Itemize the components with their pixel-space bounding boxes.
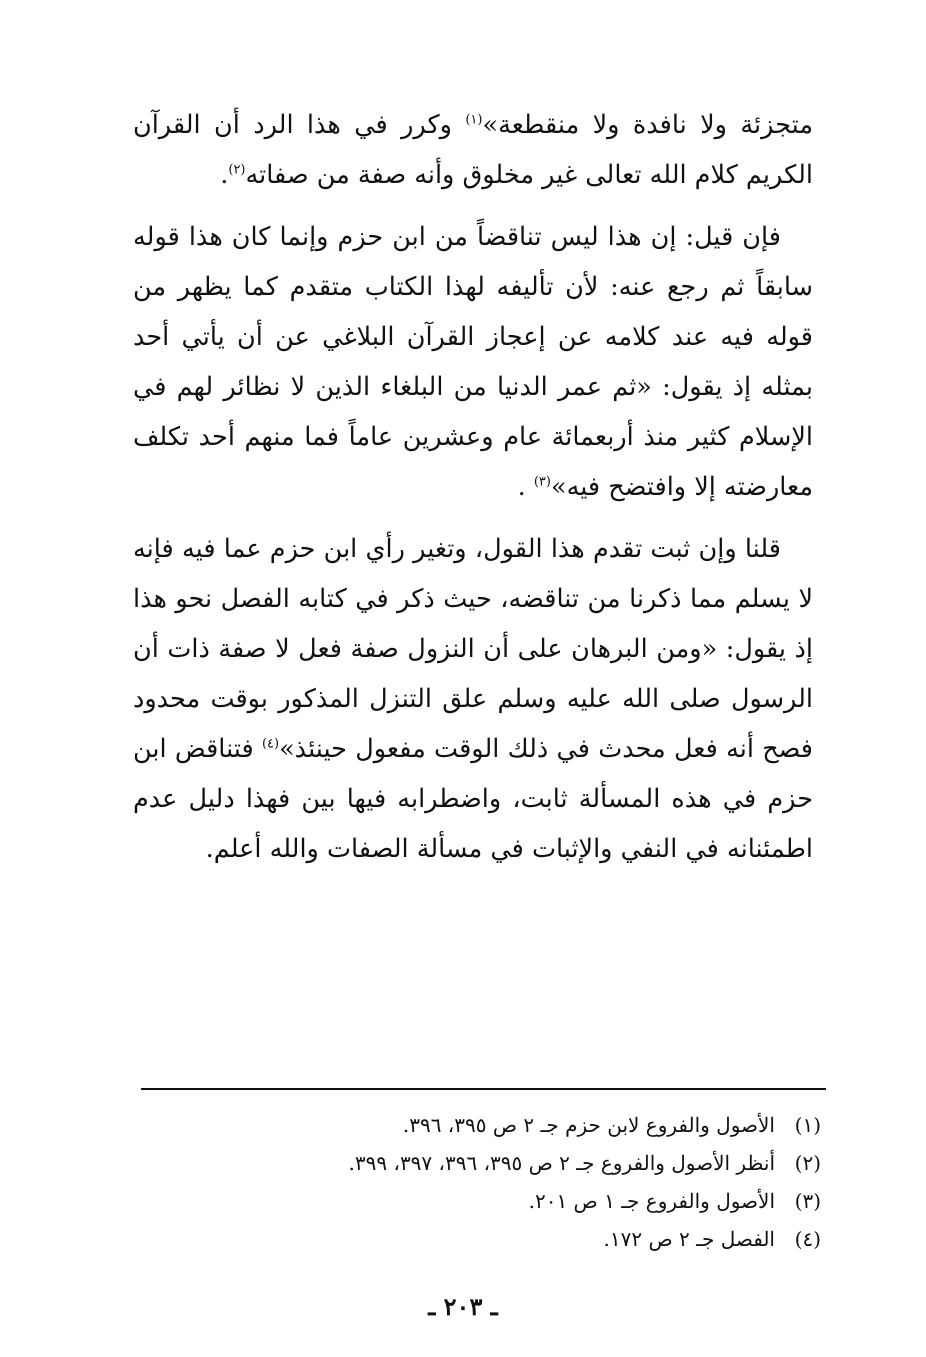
paragraph-text: .	[517, 472, 534, 502]
paragraph	[133, 100, 813, 200]
footnote-item	[141, 1144, 821, 1182]
paragraph-text: قلنا وإن ثبت تقدم هذا القول، وتغير رأي ابن حزم عما فيه فإنه لا يسلم مما ذكرنا من تناقضه، حيث ذكر في كتابه الفصل نحو هذا إذ يقول: «ومن البرهان على أن النزول صفة فعل لا صفة ذات أن الرسول صلى الله عليه وسلم علق التنزل المذكور بوقت محدود فصح أنه فعل محدث في ذلك الوقت مفعول حينئذ»	[133, 534, 813, 764]
paragraph-text: فإن قيل: إن هذا ليس تناقضاً من ابن حزم وإنما كان هذا قوله سابقاً ثم رجع عنه: لأن تأليفه لهذا الكتاب متقدم كما يظهر من قوله فيه عند كلامه عن إعجاز القرآن البلاغي عن أن يأتي أحد بمثله إذ يقول: «ثم عمر الدنيا من البلغاء الذين لا نظائر لهم في الإسلام كثير منذ أربعمائة عام وعشرين عاماً فما منهم أحد تكلف معارضته إلا وافتضح فيه»	[133, 222, 813, 502]
page-number: ـ ٢٠٣ ـ	[428, 1292, 498, 1321]
footnote-marker: (٤)	[261, 736, 280, 752]
footnote-marker: (٢)	[228, 162, 246, 178]
footnote-text: الأصول والفروع جـ ١ ص ٢٠١.	[528, 1189, 775, 1213]
footnote-marker: (٣)	[533, 474, 551, 490]
footnote-number: (١)	[794, 1113, 821, 1137]
footnote-text: الفصل جـ ٢ ص ١٧٢.	[603, 1227, 775, 1251]
paragraph	[133, 524, 813, 874]
footnote-text: الأصول والفروع لابن حزم جـ ٢ ص ٣٩٥، ٣٩٦.	[402, 1113, 775, 1137]
footnote-marker: (١)	[465, 112, 483, 128]
paragraph-text: وكرر في هذا الرد أن القرآن الكريم كلام الله تعالى غير مخلوق وأنه صفة من صفاته	[133, 110, 813, 190]
paragraph-text: متجزئة ولا نافدة ولا منقطعة»	[482, 110, 814, 140]
footnote-item	[141, 1220, 821, 1258]
footnote-separator	[141, 1088, 826, 1090]
footnotes	[141, 1106, 821, 1258]
paragraph	[133, 212, 813, 512]
footnote-text: أنظر الأصول والفروع جـ ٢ ص ٣٩٥، ٣٩٦، ٣٩٧، ٣٩٩.	[348, 1151, 775, 1175]
footnote-number: (٣)	[794, 1189, 821, 1213]
footnote-number: (٤)	[794, 1227, 821, 1251]
main-text	[133, 100, 813, 886]
footnote-item	[141, 1106, 821, 1144]
paragraph-text: .	[220, 160, 229, 190]
footnote-item	[141, 1182, 821, 1220]
paragraph-text: فتناقض ابن حزم في هذه المسألة ثابت، واضطرابه فيها بين فهذا دليل عدم اطمئنانه في النفي والإثبات في مسألة الصفات والله أعلم.	[133, 734, 813, 864]
footnote-number: (٢)	[794, 1151, 821, 1175]
